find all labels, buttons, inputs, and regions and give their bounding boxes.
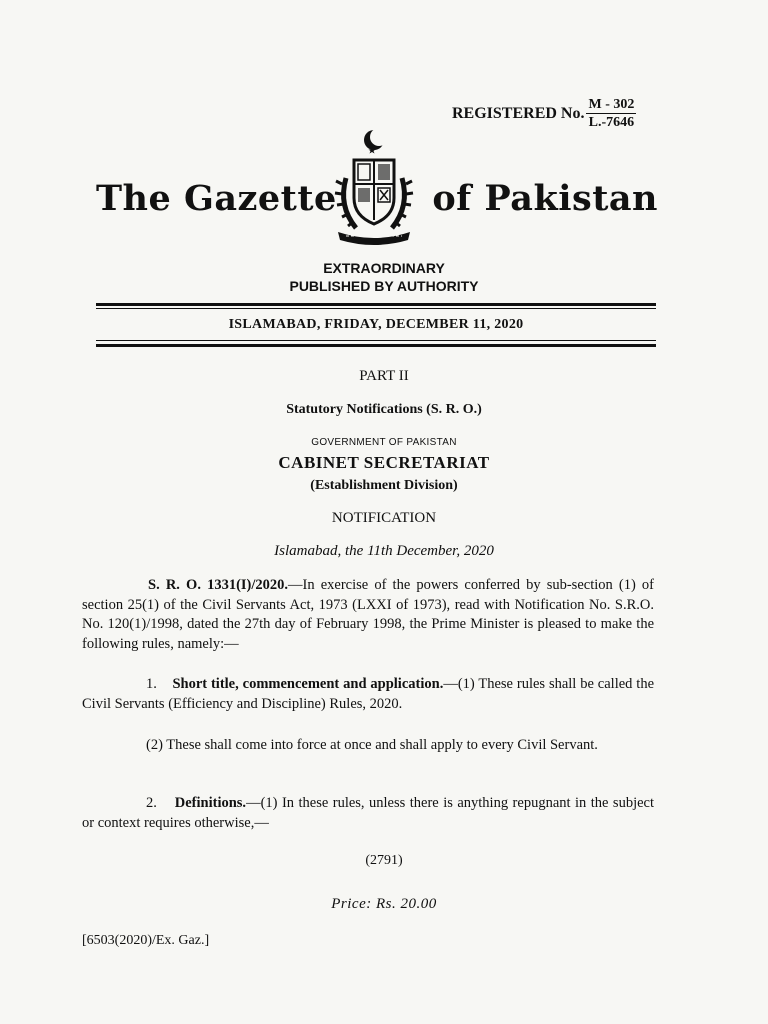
gazette-footer-code: [6503(2020)/Ex. Gaz.] xyxy=(82,933,210,948)
registration-code-l: L.-7646 xyxy=(588,115,635,130)
divider-bottom-thin xyxy=(96,340,656,341)
extraordinary-label: EXTRAORDINARY xyxy=(323,260,445,276)
sro-reference: S. R. O. 1331(I)/2020. xyxy=(148,577,289,593)
preamble-text: —In exercise of the powers conferred by sub-section (1) of section 25(1) of the Civil Servants Act, 1973 (LXXI of 1973), read with Notification No. S.R.O. No. 120(1)/1998, dated the 27th day of February 1998, the Prime Minister is pleased to make the following rules, namely:— xyxy=(82,577,654,652)
state-emblem-icon xyxy=(324,128,424,250)
rule-1-number: 1. xyxy=(146,676,157,692)
rule-1-2-paragraph: (2) These shall come into force at once and shall apply to every Civil Servant. xyxy=(146,737,598,753)
page-number: (2791) xyxy=(365,853,403,868)
published-by-authority-label: PUBLISHED BY AUTHORITY xyxy=(289,278,479,294)
rule-2-paragraph xyxy=(82,794,654,833)
registration-number xyxy=(452,96,636,131)
price-label: Price: Rs. 20.00 xyxy=(331,896,437,912)
issue-dateline: ISLAMABAD, FRIDAY, DECEMBER 11, 2020 xyxy=(228,317,524,332)
division-heading: (Establishment Division) xyxy=(310,478,458,493)
registration-codes xyxy=(586,96,636,131)
government-label: GOVERNMENT OF PAKISTAN xyxy=(311,437,457,448)
section-heading: Statutory Notifications (S. R. O.) xyxy=(286,402,482,417)
masthead xyxy=(96,140,658,250)
authority-block xyxy=(0,259,768,295)
rule-1-heading: Short title, commencement and application. xyxy=(172,676,444,692)
masthead-title-left: The Gazette xyxy=(96,178,337,219)
registration-code-m: M - 302 xyxy=(588,97,635,112)
masthead-title-right: of Pakistan xyxy=(432,178,658,219)
rule-2-heading: Definitions. xyxy=(174,795,247,811)
divider-bottom-thick xyxy=(96,344,656,347)
rule-2-number: 2. xyxy=(146,795,157,811)
place-date-line: Islamabad, the 11th December, 2020 xyxy=(274,543,494,559)
rule-1-text: —(1) These rules shall be called the Civil Servants (Efficiency and Discipline) Rules, 2020. xyxy=(82,676,655,712)
divider-top-thin xyxy=(96,308,656,309)
preamble-paragraph xyxy=(82,576,654,654)
divider-top-thick xyxy=(96,303,656,306)
ministry-heading: CABINET SECRETARIAT xyxy=(278,453,490,472)
rule-2-text: —(1) In these rules, unless there is anything repugnant in the subject or context requires otherwise,— xyxy=(82,795,655,831)
registration-label: REGISTERED No. xyxy=(452,104,585,122)
part-heading: PART II xyxy=(359,368,409,384)
notification-heading: NOTIFICATION xyxy=(331,510,437,526)
rule-1-paragraph xyxy=(82,675,654,714)
